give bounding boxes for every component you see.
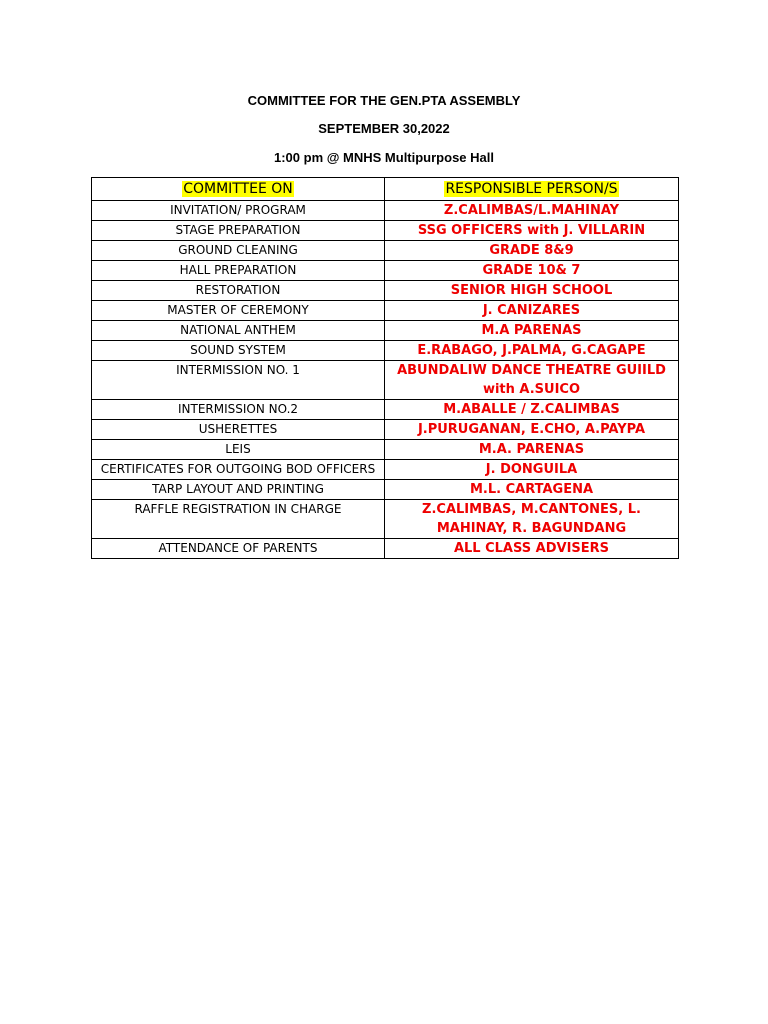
- document-date: SEPTEMBER 30,2022: [318, 121, 450, 136]
- responsible-cell: J. CANIZARES: [385, 301, 679, 321]
- table-row: [92, 261, 679, 281]
- table-row: [92, 539, 679, 559]
- responsible-cell: ALL CLASS ADVISERS: [385, 539, 679, 559]
- committee-cell: NATIONAL ANTHEM: [92, 321, 385, 341]
- committee-cell: TARP LAYOUT AND PRINTING: [92, 480, 385, 500]
- table-row: [92, 241, 679, 261]
- responsible-cell: M.ABALLE / Z.CALIMBAS: [385, 400, 679, 420]
- responsible-cell: GRADE 10& 7: [385, 261, 679, 281]
- table-row: [92, 221, 679, 241]
- responsible-cell: SENIOR HIGH SCHOOL: [385, 281, 679, 301]
- table-row: [92, 281, 679, 301]
- committee-cell: CERTIFICATES FOR OUTGOING BOD OFFICERS: [92, 460, 385, 480]
- document-title: COMMITTEE FOR THE GEN.PTA ASSEMBLY: [247, 93, 521, 108]
- responsible-cell: M.L. CARTAGENA: [385, 480, 679, 500]
- table-row: [92, 460, 679, 480]
- committee-cell: RAFFLE REGISTRATION IN CHARGE: [92, 500, 385, 539]
- responsible-cell: M.A. PARENAS: [385, 440, 679, 460]
- committee-cell: MASTER OF CEREMONY: [92, 301, 385, 321]
- header-responsible-cell: [385, 178, 679, 201]
- committee-cell: INTERMISSION NO.2: [92, 400, 385, 420]
- table-row: [92, 301, 679, 321]
- committee-table: [91, 177, 679, 559]
- table-row: [92, 201, 679, 221]
- responsible-cell: ABUNDALIW DANCE THEATRE GUIILD with A.SUICO: [385, 361, 679, 400]
- responsible-cell: J.PURUGANAN, E.CHO, A.PAYPA: [385, 420, 679, 440]
- table-row: [92, 361, 679, 400]
- committee-cell: STAGE PREPARATION: [92, 221, 385, 241]
- committee-cell: HALL PREPARATION: [92, 261, 385, 281]
- table-row: [92, 500, 679, 539]
- responsible-cell: M.A PARENAS: [385, 321, 679, 341]
- committee-cell: SOUND SYSTEM: [92, 341, 385, 361]
- committee-cell: INTERMISSION NO. 1: [92, 361, 385, 400]
- table-row: [92, 341, 679, 361]
- responsible-cell: SSG OFFICERS with J. VILLARIN: [385, 221, 679, 241]
- table-row: [92, 321, 679, 341]
- responsible-cell: E.RABAGO, J.PALMA, G.CAGAPE: [385, 341, 679, 361]
- header-committee-label: COMMITTEE ON: [183, 181, 293, 197]
- header-responsible-label: RESPONSIBLE PERSON/S: [445, 181, 618, 197]
- document-venue: 1:00 pm @ MNHS Multipurpose Hall: [274, 150, 494, 165]
- committee-cell: GROUND CLEANING: [92, 241, 385, 261]
- table-header-row: [92, 178, 679, 201]
- responsible-cell: J. DONGUILA: [385, 460, 679, 480]
- committee-cell: USHERETTES: [92, 420, 385, 440]
- table-row: [92, 480, 679, 500]
- committee-cell: RESTORATION: [92, 281, 385, 301]
- committee-cell: ATTENDANCE OF PARENTS: [92, 539, 385, 559]
- table-row: [92, 400, 679, 420]
- responsible-cell: Z.CALIMBAS, M.CANTONES, L. MAHINAY, R. BAGUNDANG: [385, 500, 679, 539]
- header-committee-cell: [92, 178, 385, 201]
- responsible-cell: GRADE 8&9: [385, 241, 679, 261]
- table-row: [92, 420, 679, 440]
- committee-cell: LEIS: [92, 440, 385, 460]
- table-row: [92, 440, 679, 460]
- committee-cell: INVITATION/ PROGRAM: [92, 201, 385, 221]
- responsible-cell: Z.CALIMBAS/L.MAHINAY: [385, 201, 679, 221]
